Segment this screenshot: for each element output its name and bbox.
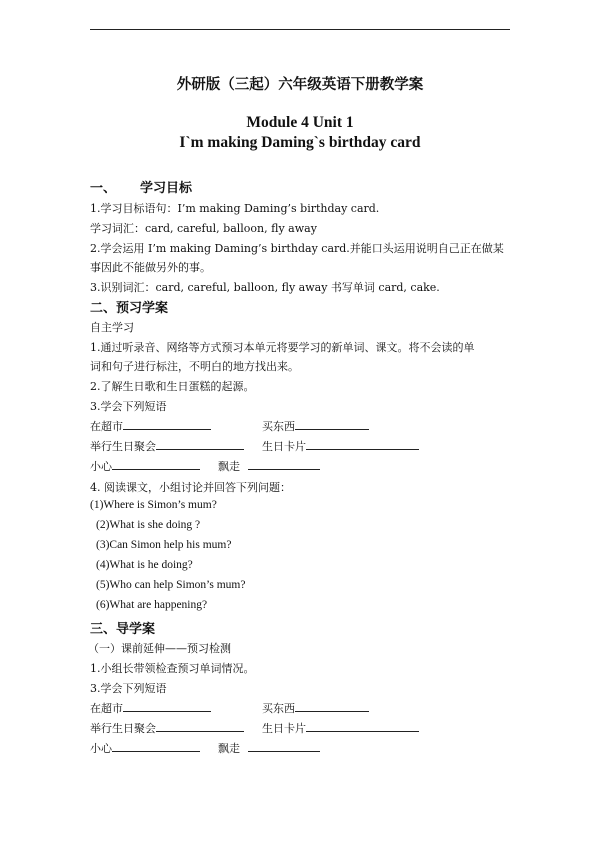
question-item: (4)What is he doing?: [96, 559, 193, 571]
phrase-blank: 在超市: [90, 700, 211, 716]
preview-task-3: 3.学会下列短语: [90, 400, 167, 413]
section-1-heading: [90, 177, 192, 196]
objective-usage-cont: 事因此不能做另外的事。: [90, 261, 211, 274]
preview-task-1: 1.通过听录音、网络等方式预习本单元将要学习的新单词、课文。将不会读的单: [90, 341, 475, 354]
self-study-label: 自主学习: [90, 321, 134, 334]
phrase-blank: 买东西: [262, 700, 369, 716]
question-item: (6)What are happening?: [96, 599, 208, 611]
group-check-task: 1.小组长带领检查预习单词情况。: [90, 662, 255, 675]
question-item: (1)Where is Simon’s mum?: [90, 499, 217, 511]
pre-class-extension: （一）课前延伸——预习检测: [88, 642, 231, 655]
phrase-blank: 在超市: [90, 418, 211, 434]
phrase-blank: 小心: [90, 740, 200, 756]
question-item: (3)Can Simon help his mum?: [96, 539, 232, 551]
document-title: 外研版（三起）六年级英语下册教学案: [176, 77, 424, 93]
phrases-task: 3.学会下列短语: [90, 682, 167, 695]
section-3-heading: 三、导学案: [90, 622, 156, 637]
unit-title: I`m making Daming`s birthday card: [179, 134, 421, 151]
phrase-blank: 小心: [90, 458, 200, 474]
phrase-blank: 买东西: [262, 418, 369, 434]
phrase-blank: 飘走: [218, 740, 320, 756]
objective-vocabulary: 学习词汇：card, careful, balloon, fly away: [90, 222, 317, 235]
reading-task: 4. 阅读课文，小组讨论并回答下列问题：: [90, 481, 291, 494]
question-item: (5)Who can help Simon’s mum?: [96, 579, 246, 591]
preview-task-1-cont: 词和句子进行标注，不明白的地方找出来。: [90, 360, 299, 373]
phrase-blank: 生日卡片: [262, 438, 419, 454]
section-1-number: 一、: [90, 181, 117, 196]
objective-usage: 2.学会运用 I’m making Daming’s birthday card.并能口头运用说明自己正在做某: [90, 242, 504, 255]
question-item: (2)What is she doing ?: [96, 519, 201, 531]
preview-task-2: 2.了解生日歌和生日蛋糕的起源。: [90, 380, 255, 393]
section-2-heading: 二、预习学案: [90, 301, 169, 316]
objective-recognize: 3.识别词汇：card, careful, balloon, fly away 书写单词 card, cake.: [90, 281, 440, 294]
phrase-blank: 举行生日聚会: [90, 438, 244, 454]
module-title: Module 4 Unit 1: [246, 114, 354, 131]
header-rule: [90, 29, 510, 30]
phrase-blank: 举行生日聚会: [90, 720, 244, 736]
phrase-blank: 飘走: [218, 458, 320, 474]
objective-sentence: 1.学习目标语句：I’m making Daming’s birthday card.: [90, 202, 380, 215]
section-1-title: 学习目标: [140, 181, 193, 196]
phrase-blank: 生日卡片: [262, 720, 419, 736]
